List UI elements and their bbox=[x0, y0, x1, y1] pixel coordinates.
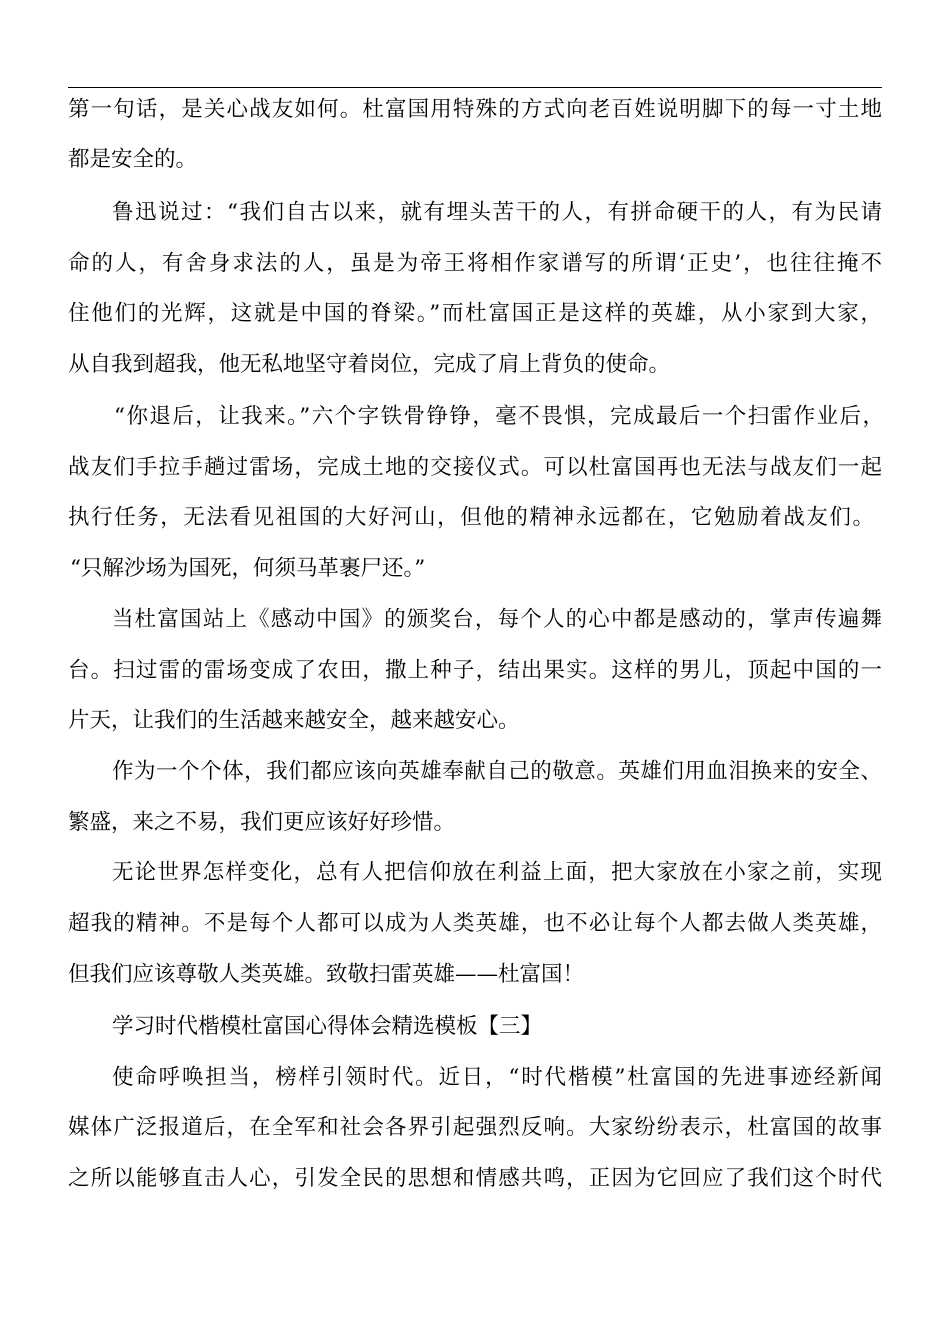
text-line: 繁盛，来之不易，我们更应该好好珍惜。 bbox=[68, 810, 456, 835]
paragraph-first-line: 鲁迅说过：“我们自古以来，就有埋头苦干的人，有拼命硬干的人，有为民请 bbox=[112, 200, 882, 225]
section-heading: 学习时代楷模杜富国心得体会精选模板【三】 bbox=[112, 1014, 543, 1039]
paragraph-first-line: 作为一个个体，我们都应该向英雄奉献自己的敬意。英雄们用血泪换来的安全、 bbox=[112, 759, 882, 784]
text-line: 但我们应该尊敬人类英雄。致敬扫雷英雄——杜富国！ bbox=[68, 962, 585, 987]
text-line: 执行任务，无法看见祖国的大好河山，但他的精神永远都在，它勉励着战友们。 bbox=[68, 505, 874, 530]
text-line: 第一句话，是关心战友如何。杜富国用特殊的方式向老百姓说明脚下的每一寸土地 bbox=[68, 97, 882, 122]
text-line: 住他们的光辉，这就是中国的脊梁。”而杜富国正是这样的英雄，从小家到大家， bbox=[68, 301, 882, 326]
text-line: 命的人，有舍身求法的人，虽是为帝王将相作家谱写的所谓‘正史’，也往往掩不 bbox=[68, 251, 882, 276]
paragraph-first-line: 使命呼唤担当，榜样引领时代。近日，“时代楷模”杜富国的先进事迹经新闻 bbox=[112, 1065, 882, 1090]
text-line: 都是安全的。 bbox=[68, 147, 198, 172]
text-line: 超我的精神。不是每个人都可以成为人类英雄，也不必让每个人都去做人类英雄， bbox=[68, 911, 882, 936]
text-line: “只解沙场为国死，何须马革裹尸还。” bbox=[70, 556, 426, 581]
paragraph-first-line: 当杜富国站上《感动中国》的颁奖台，每个人的心中都是感动的，掌声传遍舞 bbox=[112, 607, 882, 632]
paragraph-first-line: “你退后，让我来。”六个字铁骨铮铮，毫不畏惧，完成最后一个扫雷作业后， bbox=[114, 404, 884, 429]
text-line: 从自我到超我，他无私地坚守着岗位，完成了肩上背负的使命。 bbox=[68, 352, 671, 377]
header-rule bbox=[68, 87, 882, 88]
paragraph-first-line: 无论世界怎样变化，总有人把信仰放在利益上面，把大家放在小家之前，实现 bbox=[112, 860, 882, 885]
text-line: 片天，让我们的生活越来越安全，越来越安心。 bbox=[68, 708, 520, 733]
text-line: 媒体广泛报道后，在全军和社会各界引起强烈反响。大家纷纷表示，杜富国的故事 bbox=[68, 1115, 882, 1140]
text-line: 战友们手拉手趟过雷场，完成土地的交接仪式。可以杜富国再也无法与战友们一起 bbox=[68, 455, 882, 480]
text-line: 台。扫过雷的雷场变成了农田，撒上种子，结出果实。这样的男儿，顶起中国的一 bbox=[68, 658, 882, 683]
text-line: 之所以能够直击人心，引发全民的思想和情感共鸣，正因为它回应了我们这个时代 bbox=[68, 1166, 882, 1191]
